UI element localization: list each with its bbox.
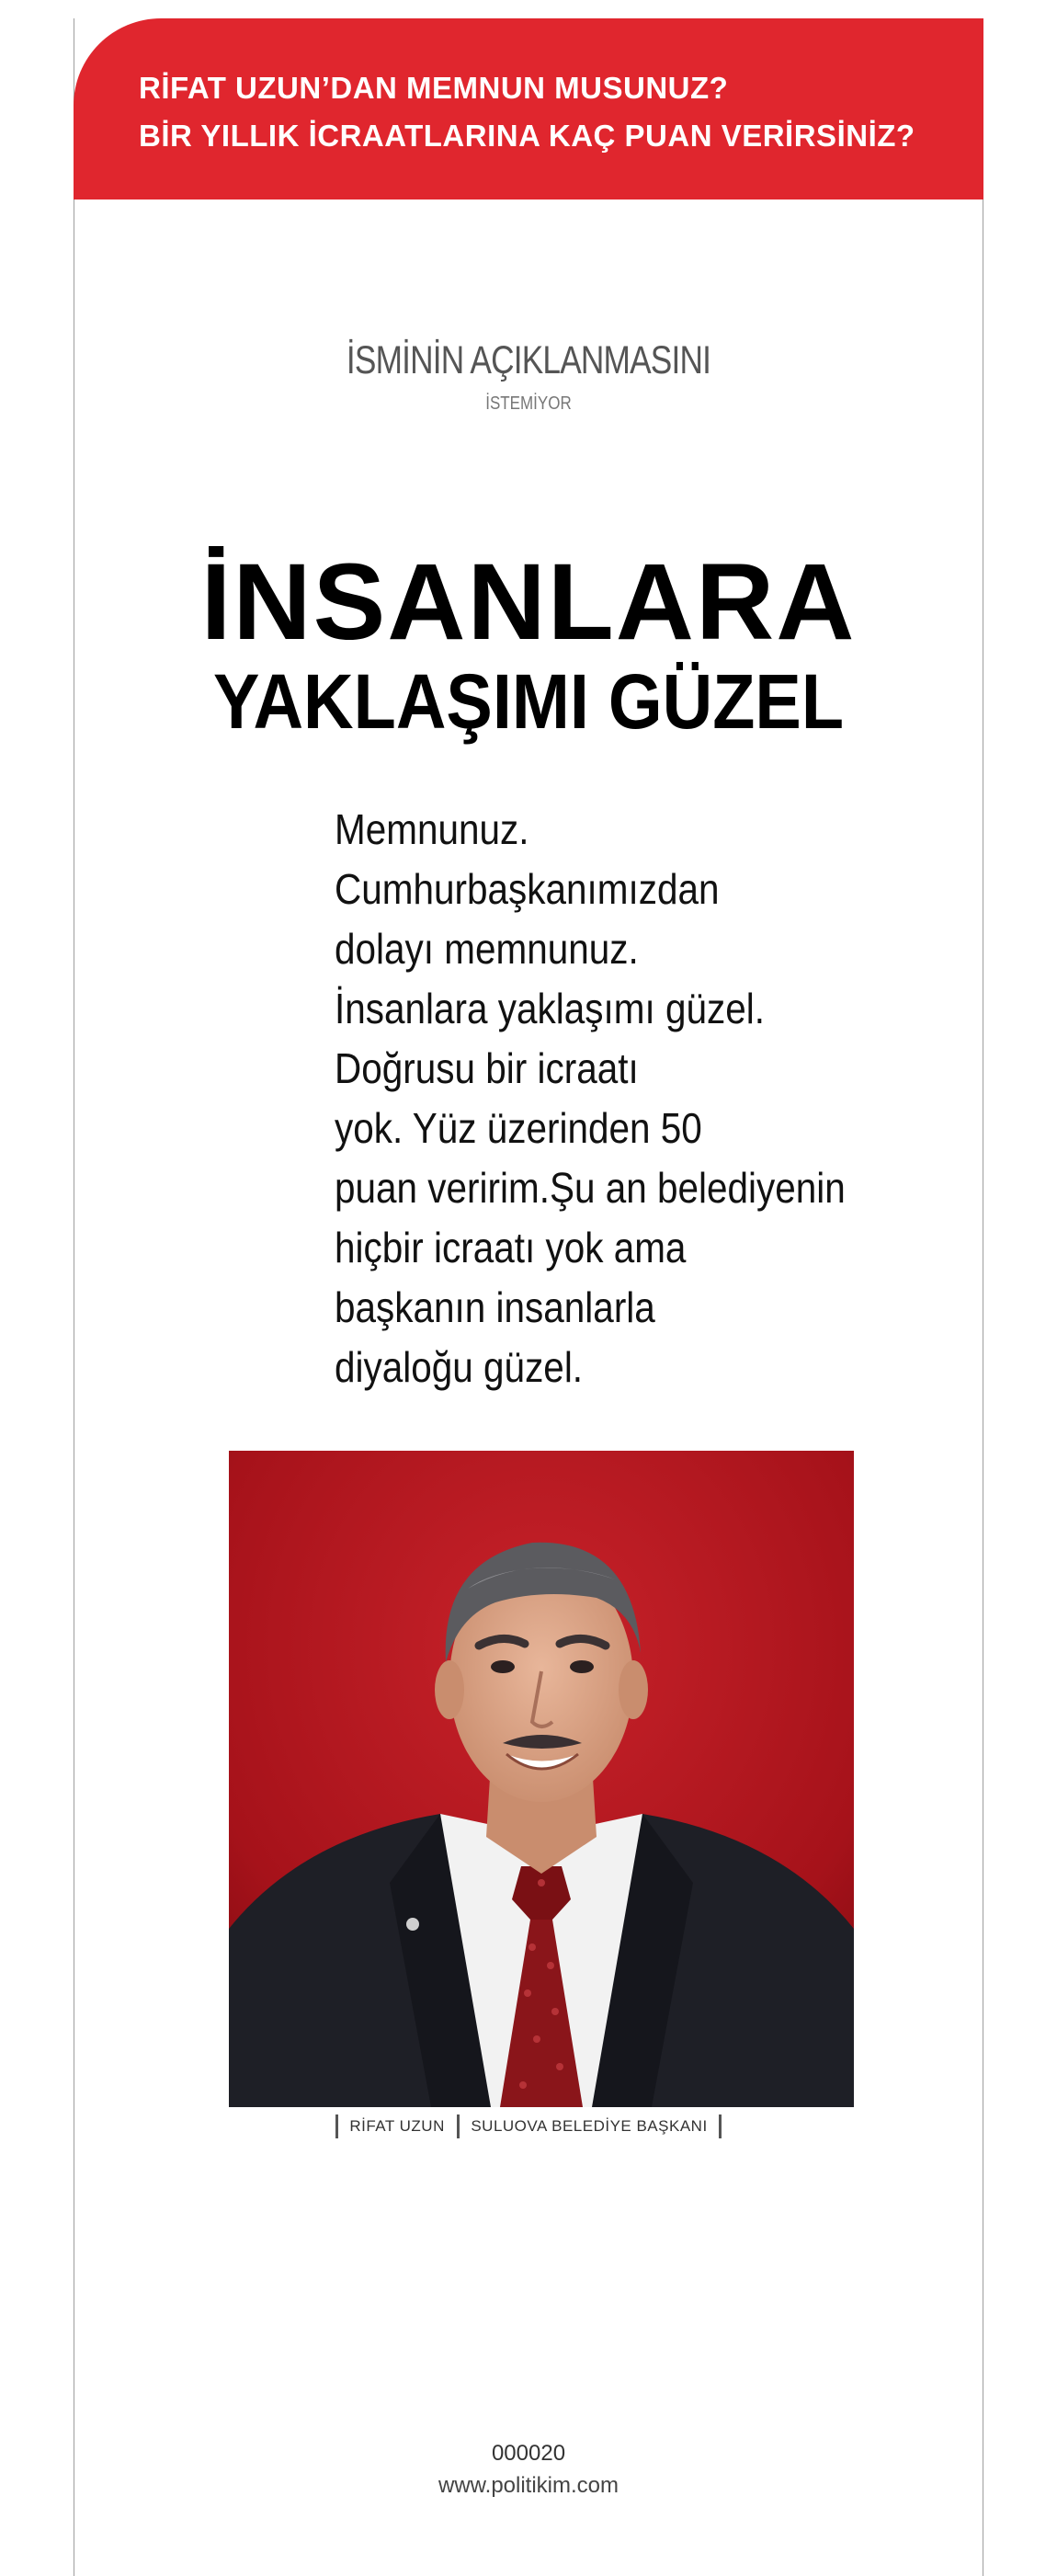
footer-website: www.politikim.com [438,2473,619,2498]
quote-line: hiçbir icraatı yok ama [335,1224,687,1271]
quote-line: Memnunuz. [335,805,529,853]
headline-line-1: İNSANLARA [200,541,857,663]
banner-question-2: BİR YILLIK İCRAATLARINA KAÇ PUAN VERİRSİNİZ? [139,119,915,153]
quote-line: diyaloğu güzel. [335,1343,584,1391]
caption-divider [457,2114,460,2138]
respondent-subtitle: İSTEMİYOR [485,393,572,414]
quote-line: Doğrusu bir icraatı [335,1044,639,1092]
caption-divider [335,2114,338,2138]
banner-question-1: RİFAT UZUN’DAN MEMNUN MUSUNUZ? [139,71,729,105]
quote-line: İnsanlara yaklaşımı güzel. [335,985,765,1032]
footer-page-code: 000020 [491,2441,566,2466]
header-banner [74,18,983,199]
photo-caption [0,2114,1057,2138]
caption-title: SULUOVA BELEDİYE BAŞKANI [471,2117,708,2135]
mayor-portrait-photo [229,1451,854,2107]
quote-line: yok. Yüz üzerinden 50 [335,1104,702,1152]
quote-line: dolayı memnunuz. [335,925,639,973]
quote-text [335,800,846,1397]
respondent-name: İSMİNİN AÇIKLANMASINI [346,338,711,382]
quote-line: başkanın insanlarla [335,1283,655,1331]
caption-divider [719,2114,722,2138]
quote-line: Cumhurbaşkanımızdan [335,865,720,913]
quote-line: puan veririm.Şu an belediyenin [335,1164,846,1212]
caption-name: RİFAT UZUN [349,2117,445,2135]
headline-line-2: YAKLAŞIMI GÜZEL [212,658,845,745]
